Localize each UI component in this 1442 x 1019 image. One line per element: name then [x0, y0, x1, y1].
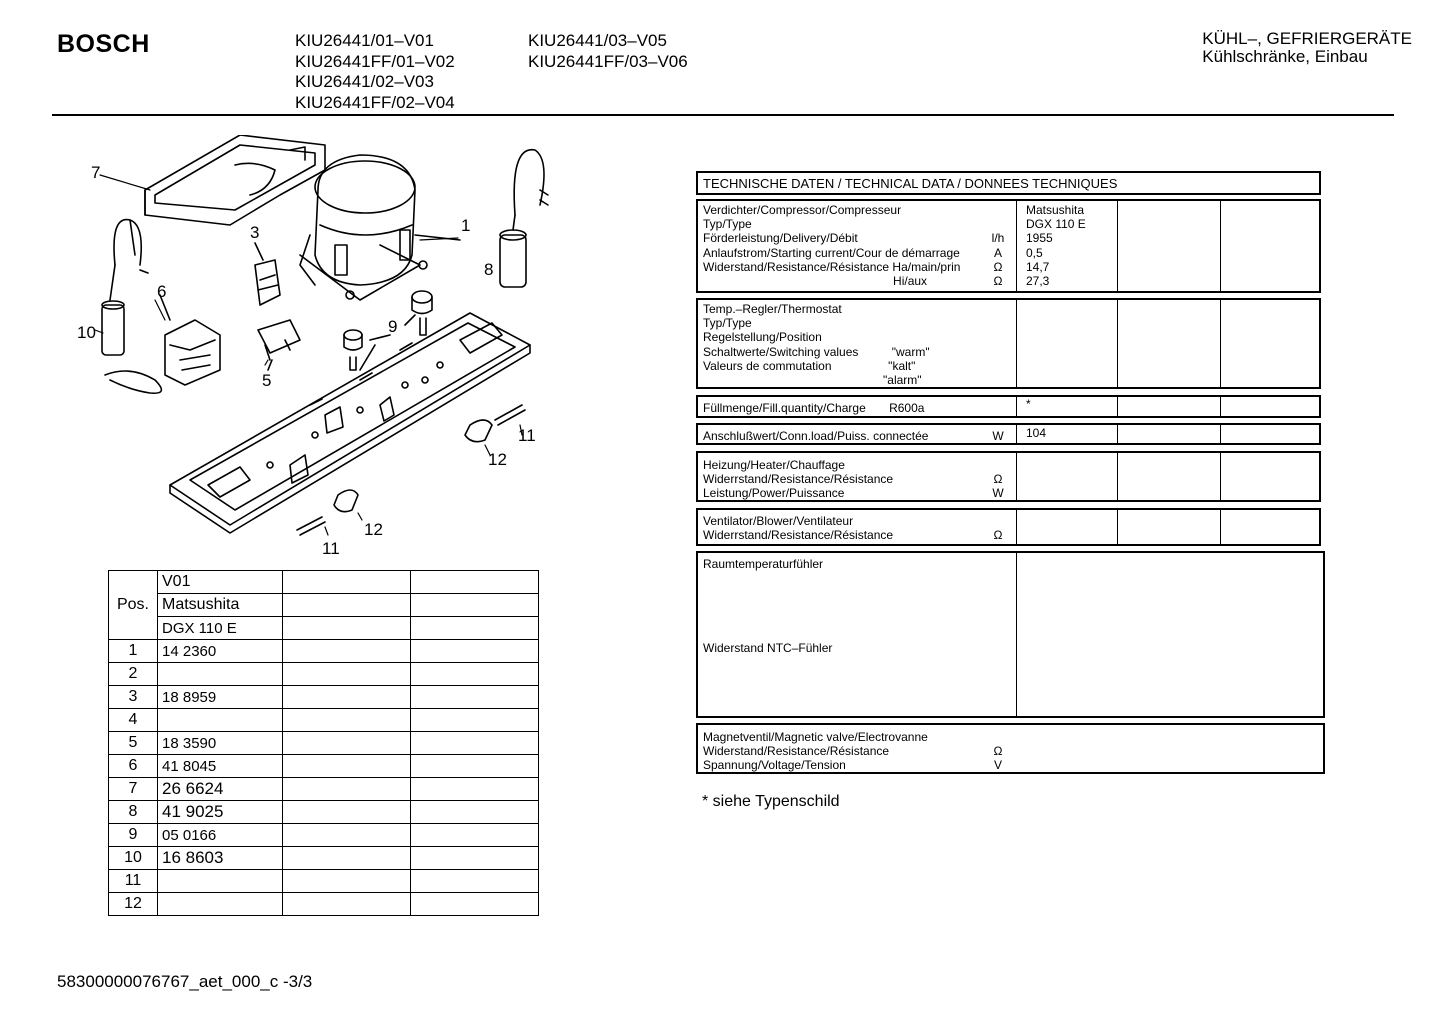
table-cell: [411, 571, 539, 594]
callout-7: 7: [91, 163, 101, 182]
fill-quantity-box: [696, 395, 1321, 418]
table-row: [109, 663, 539, 686]
document-id: 58300000076767_aet_000_c -3/3: [57, 972, 313, 991]
pos-cell: 11: [109, 870, 158, 893]
table-row: [109, 893, 539, 916]
table-row: [109, 640, 539, 663]
header-rule: [52, 114, 1394, 116]
pos-cell: 1: [109, 640, 158, 663]
solenoid-valve-box: [696, 723, 1325, 774]
part-number-cell: [158, 893, 283, 916]
footnote: * siehe Typenschild: [702, 793, 840, 810]
callout-10: 10: [77, 323, 96, 342]
sensor-label: Raumtemperaturfühler: [703, 557, 824, 571]
conn-unit: W: [992, 429, 1004, 443]
part-number-cell: 14 2360: [158, 640, 283, 663]
part-10-capacitor: [102, 220, 148, 355]
category-heading: [1202, 30, 1412, 66]
table-cell: [411, 594, 539, 617]
table-row: [109, 686, 539, 709]
callout-1: 1: [461, 216, 471, 235]
table-row: [109, 801, 539, 824]
pos-cell: 12: [109, 893, 158, 916]
table-row: [109, 824, 539, 847]
part-number-cell: [158, 709, 283, 732]
pos-cell: 6: [109, 755, 158, 778]
thermostat-box: [696, 298, 1321, 389]
table-row: [109, 755, 539, 778]
callout-11: 11: [518, 426, 536, 445]
variant-cell: V01: [158, 571, 283, 594]
table-row: [109, 870, 539, 893]
heater-box: [696, 451, 1321, 502]
fan-labels: Ventilator/Blower/Ventilateur Widerrstand/Resistance/Résistance: [703, 514, 894, 543]
part-number-cell: 18 8959: [158, 686, 283, 709]
model-item: KIU26441/03–V05: [528, 31, 667, 50]
category-line-2: Kühlschränke, Einbau: [1202, 47, 1368, 66]
callout-3: 3: [250, 223, 260, 242]
fan-box: [696, 508, 1321, 546]
tech-title: TECHNISCHE DATEN / TECHNICAL DATA / DONNEES TECHNIQUES: [703, 176, 1118, 191]
model-item: KIU26441FF/02–V04: [295, 92, 455, 112]
callout-11: 11: [322, 539, 340, 558]
compressor-labels: Verdichter/Compressor/Compresseur Typ/Type Förderleistung/Delivery/Débit Anlaufstrom/Starting current/Cour de démarrage Widerstand/Resistance/Résistance Ha/main/prin Hi/aux: [703, 203, 961, 289]
part-number-cell: 41 9025: [158, 801, 283, 824]
table-row: [109, 617, 539, 640]
table-cell: [283, 594, 411, 617]
valve-units: Ω V: [993, 744, 1003, 773]
table-row: [109, 778, 539, 801]
connected-load-box: [696, 423, 1321, 445]
pos-cell: 9: [109, 824, 158, 847]
table-row: [109, 571, 539, 594]
brand-logo: BOSCH: [57, 30, 150, 58]
fill-label: Füllmenge/Fill.quantity/Charge R600a: [703, 401, 925, 415]
callout-9: 9: [388, 317, 398, 336]
model-item: KIU26441FF/01–V02: [295, 51, 455, 71]
part-5-overload: [258, 320, 300, 370]
parts-table: [108, 570, 539, 916]
callout-8: 8: [484, 260, 494, 279]
part-number-cell: [158, 663, 283, 686]
model-list-1: [295, 31, 455, 113]
compressor-units: l/h A Ω Ω: [991, 231, 1005, 289]
model-item: KIU26441/02–V03: [295, 72, 434, 91]
ntc-label: Widerstand NTC–Fühler: [703, 641, 833, 655]
pos-cell: 7: [109, 778, 158, 801]
table-row: [109, 732, 539, 755]
pos-cell: 5: [109, 732, 158, 755]
model-list-2: [528, 31, 688, 72]
tech-title-box: [696, 171, 1321, 195]
pos-cell: 10: [109, 847, 158, 870]
part-8-capacitor: [500, 150, 548, 287]
table-cell: [411, 617, 539, 640]
part-7-tray: [145, 135, 325, 225]
part-number-cell: 26 6624: [158, 778, 283, 801]
callout-12: 12: [488, 450, 507, 469]
heater-units: Ω W: [992, 472, 1004, 501]
callout-6: 6: [157, 282, 167, 301]
part-1-compressor: [300, 155, 460, 300]
pos-cell: 8: [109, 801, 158, 824]
heater-labels: Heizung/Heater/Chauffage Widerrstand/Resistance/Résistance Leistung/Power/Puissance: [703, 458, 894, 501]
callout-5: 5: [262, 371, 272, 390]
compressor-box: [696, 199, 1321, 293]
valve-labels: Magnetventil/Magnetic valve/Electrovanne Widerstand/Resistance/Résistance Spannung/Voltage/Tension: [703, 730, 928, 773]
part-number-cell: 05 0166: [158, 824, 283, 847]
table-cell: [283, 571, 411, 594]
part-number-cell: 41 8045: [158, 755, 283, 778]
part-3-relay: [255, 243, 280, 305]
conn-label: Anschlußwert/Conn.load/Puiss. connectée: [703, 429, 929, 443]
part-number-cell: [158, 870, 283, 893]
model-item: KIU26441/01–V01: [295, 31, 434, 50]
model-item: KIU26441FF/03–V06: [528, 51, 688, 71]
type-cell: DGX 110 E: [158, 617, 283, 640]
category-line-1: KÜHL–, GEFRIERGERÄTE: [1202, 29, 1412, 48]
callout-12: 12: [364, 520, 383, 539]
sensor-box: [696, 551, 1325, 718]
pos-cell: 4: [109, 709, 158, 732]
pos-header: Pos.: [109, 571, 158, 640]
table-row: [109, 594, 539, 617]
maker-cell: Matsushita: [158, 594, 283, 617]
exploded-parts-diagram: [60, 135, 560, 565]
table-row: [109, 847, 539, 870]
part-number-cell: 18 3590: [158, 732, 283, 755]
table-cell: [283, 617, 411, 640]
pos-cell: 2: [109, 663, 158, 686]
fill-value: *: [1026, 397, 1031, 411]
thermostat-labels: Temp.–Regler/Thermostat Typ/Type Regelstellung/Position Schaltwerte/Switching values "warm" Valeurs de commutation "kalt" "alarm": [703, 302, 930, 388]
compressor-values: Matsushita DGX 110 E 1955 0,5 14,7 27,3: [1026, 203, 1086, 289]
table-row: [109, 709, 539, 732]
part-number-cell: 16 8603: [158, 847, 283, 870]
fan-units: Ω: [993, 528, 1003, 543]
pos-cell: 3: [109, 686, 158, 709]
conn-value: 104: [1026, 426, 1047, 440]
